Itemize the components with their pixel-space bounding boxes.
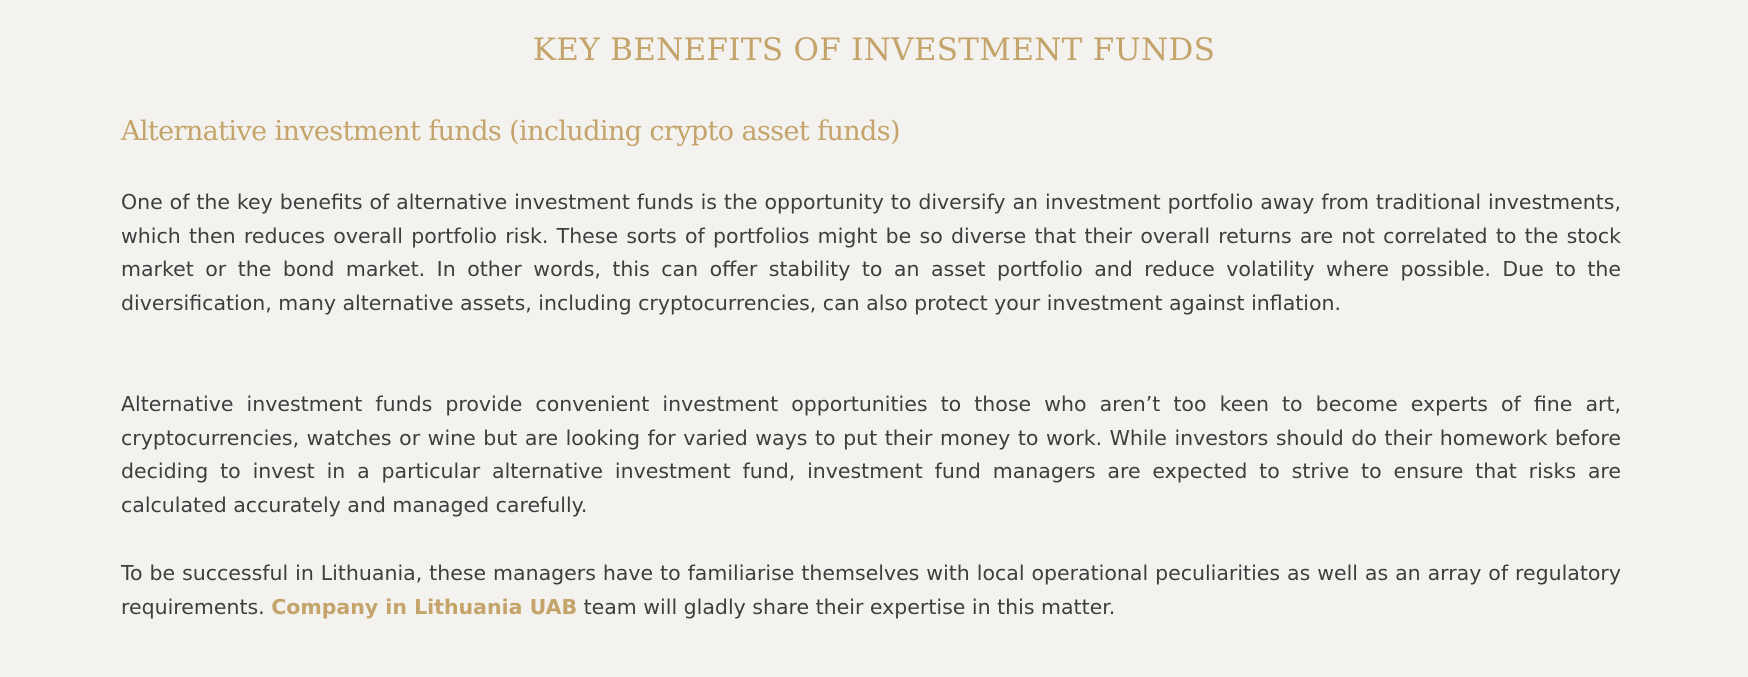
section-title: Alternative investment funds (including crypto asset funds) xyxy=(121,116,900,147)
paragraph-lithuania-text-before: To be successful in Lithuania, these managers have to familiarise themselves with local operational peculiarities as well as an array of regulatory requirements. xyxy=(121,561,1621,619)
paragraph-lithuania xyxy=(121,557,1621,624)
paragraph-lithuania-text-after: team will gladly share their expertise in this matter. xyxy=(577,594,1116,619)
company-link[interactable]: Company in Lithuania UAB xyxy=(271,594,578,619)
page-title: KEY BENEFITS OF INVESTMENT FUNDS xyxy=(532,32,1216,68)
paragraph-convenience: Alternative investment funds provide convenient investment opportunities to those who aren’t too keen to become experts of fine art, cryptocurrencies, watches or wine but are looking for varied ways to put their money to work. While investors should do their homework before deciding to invest in a particular alternative investment fund, investment fund managers are expected to strive to ensure that risks are calculated accurately and managed carefully. xyxy=(121,392,1621,518)
paragraph-diversification: One of the key benefits of alternative investment funds is the opportunity to diversify an investment portfolio away from traditional investments, which then reduces overall portfolio risk. These sorts of portfolios might be so diverse that their overall returns are not correlated to the stock market or the bond market. In other words, this can offer stability to an asset portfolio and reduce volatility where possible. Due to the diversification, many alternative assets, including cryptocurrencies, can also protect your investment against inflation. xyxy=(121,190,1621,316)
